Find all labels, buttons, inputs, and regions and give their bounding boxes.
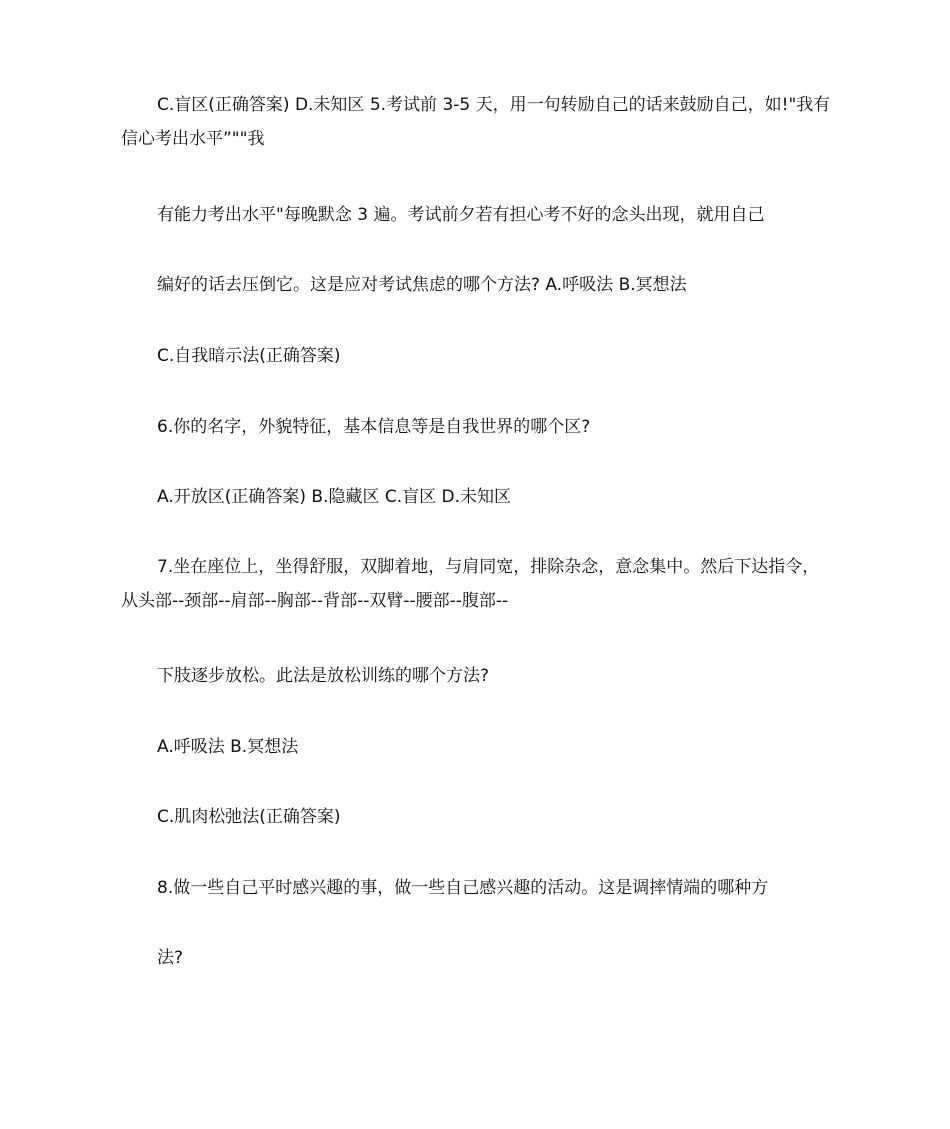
text-line-q8-question: 8.做一些自己平时感兴趣的事，做一些自己感兴趣的活动。这是调摔情端的哪种方: [157, 878, 769, 898]
text-line-q5-2: 有能力考出水平"每晚默念 3 遍。考试前夕若有担心考不好的念头出现，就用自己: [157, 205, 765, 225]
text-line-q5-answer: C.自我暗示法(正确答案): [157, 346, 341, 366]
text-line-q4-tail: C.盲区(正确答案) D.未知区 5.考试前 3-5 天，用一句转励自己的话来鼓励自己，如!"我有信心考出水平”""我: [121, 95, 831, 149]
text-line-q6-options: A.开放区(正确答案) B.隐藏区 C.盲区 D.未知区: [157, 487, 512, 507]
text-line-q6-question: 6.你的名字，外貌特征，基本信息等是自我世界的哪个区?: [157, 417, 591, 437]
text-line-q5-3: 编好的话去压倒它。这是应对考试焦虑的哪个方法? A.呼吸法 B.冥想法: [157, 275, 687, 295]
text-line-q7-answer: C.肌肉松弛法(正确答案): [157, 807, 341, 827]
text-line-q7-2: 下肢逐步放松。此法是放松训练的哪个方法?: [157, 666, 490, 686]
text-line-q8-2: 法?: [157, 948, 184, 968]
text-line-q7-question: 7.坐在座位上，坐得舒服，双脚着地，与肩同宽，排除杂念，意念集中。然后下达指令，从头部--颈部--肩部--胸部--背部--双臂--腰部--腹部--: [121, 557, 820, 611]
text-line-q7-options: A.呼吸法 B.冥想法: [157, 737, 299, 757]
